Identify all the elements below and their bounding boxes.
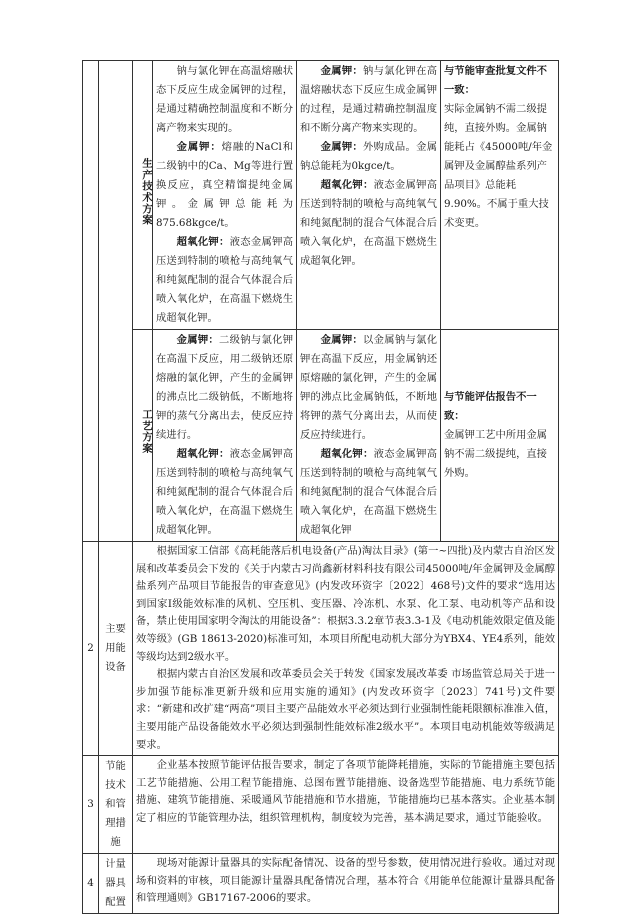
sub-label-technical: 生产技术方案 [133, 61, 153, 330]
para: 超氧化钾：液态金属钾高压送到特制的喷枪与高纯氧气和纯氮配制的混合气体混合后喷入氧化炉，在高温下燃烧生成超氧化钾。 [156, 236, 294, 324]
acceptance-table [82, 60, 559, 914]
para: 金属钾：钠与氯化钾在高温熔融状态下反应生成金属钾的过程，是通过精确控制温度和不断分离产物来实现的。 [300, 65, 438, 134]
table-row-technical [83, 61, 559, 330]
sub-label-process: 工艺方案 [133, 330, 153, 542]
row-category: 计量器具配置 [99, 854, 133, 914]
row-category: 节能技术和管理措施 [99, 756, 133, 854]
process-original-cell [153, 330, 297, 542]
para: 根据内蒙古自治区发展和改革委员会关于转发《国家发展改革委 市场监管总局关于进一步加强节能标准更新升级和应用实施的通知》(内发改环资字〔2023〕741号)文件要求：“新建和改扩建“两高”项目主要产品能效水平必须达到行业强制性能耗限额标准准入值，主要用能产品设备能效水平必须达到强制性能效标准2级水平”。本项目电动机能效等级满足要求。 [136, 668, 555, 751]
row1-index-cell [83, 61, 99, 542]
para: 超氧化钾：液态金属钾高压送到特制的喷枪与高纯氧气和纯氮配制的混合气体混合后喷入氧化炉，在高温下燃烧生成超氧化钾。 [156, 448, 294, 536]
technical-actual-cell [297, 61, 441, 330]
process-note-cell [441, 330, 559, 542]
para: 金属钾：外购成品。金属钠总能耗为0kgce/t。 [300, 141, 438, 172]
para: 金属钾：熔融的NaCl和二级钠中的Ca、Mg等进行置换反应，真空精馏提纯金属钾。金属钾总能耗为875.68kgce/t。 [156, 141, 293, 229]
row-index: 4 [83, 854, 99, 914]
row-category: 主要用能设备 [99, 542, 133, 756]
para: 钠与氯化钾在高温熔融状态下反应生成金属钾的过程，是通过精确控制温度和不断分离产物来实现的。 [156, 65, 293, 134]
technical-original-cell [153, 61, 297, 330]
measures-text-cell: 企业基本按照节能评估报告要求，制定了各项节能降耗措施，实际的节能措施主要包括工艺节能措施、公用工程节能措施、总图布置节能措施、设备选型节能措施、电力系统节能措施、建筑节能措施、采暖通风节能措施和节水措施，节能措施均已基本落实。企业基本制定了相应的节能管理办法，组织管理机构，制度较为完善，基本满足要求，通过节能验收。 [133, 756, 559, 854]
row-index: 2 [83, 542, 99, 756]
note-title: 与节能审查批复文件不一致： [444, 65, 547, 96]
process-actual-cell [297, 330, 441, 542]
para: 金属钾：以金属钠与氯化钾在高温下反应，用金属钠还原熔融的氯化钾，产生的金属钾的沸点比金属钠低，不断地将钾的蒸气分离出去，从而使反应持续进行。 [300, 334, 438, 441]
table-row-equipment [83, 542, 559, 756]
note-text: 实际金属钠不需二级提纯，直接外购。金属钠能耗占《45000吨/年金属钾及金属醇盐系列产品项目》总能耗9.90%。不属于重大技术变更。 [444, 103, 553, 229]
technical-note-cell [441, 61, 559, 330]
metering-text-cell: 现场对能源计量器具的实际配备情况、设备的型号参数，使用情况进行验收。通过对现场和资料的审核，项目能源计量器具配备情况合理，基本符合《用能单位能源计量器具配备和管理通则》GB17167-2006的要求。 [133, 854, 559, 914]
para: 金属钾：二级钠与氯化钾在高温下反应，用二级钠还原熔融的氯化钾，产生的金属钾的沸点比二级钠低，不断地将钾的蒸气分离出去，使反应持续进行。 [156, 334, 294, 441]
table-row-metering [83, 854, 559, 914]
table-row-process [83, 330, 559, 542]
row1-category-cell [99, 61, 133, 542]
row-index: 3 [83, 756, 99, 854]
table-row-measures [83, 756, 559, 854]
note-title: 与节能评估报告不一致： [444, 391, 537, 422]
para: 超氧化钾：液态金属钾高压送到特制的喷枪与高纯氧气和纯氮配制的混合气体混合后喷入氧化炉，在高温下燃烧生成超氧化钾 [300, 448, 438, 536]
para: 根据国家工信部《高耗能落后机电设备(产品)淘汰目录》(第一~四批)及内蒙古自治区发展和改革委员会下发的《关于内蒙古习尚鑫新材料科技有限公司45000吨/年金属钾及金属醇盐系列产品项目节能报告的审查意见》(内发改环资字〔2022〕468号)文件的要求“选用达到国家Ⅰ级能效标准的风机、空压机、变压器、冷冻机、水泵、化工泵、电动机等产品和设备，禁止使用国家明令淘汰的用能设备”：根据3.3.2章节表3.3-1及《电动机能效限定值及能效等级》(GB 18613-2020)标准可知，本项目所配电动机大部分为YBX4、YE4系列，能效等级均达到2级水平。 [136, 545, 555, 663]
equipment-text-cell [133, 542, 559, 756]
note-text: 金属钾工艺中所用金属钠不需二级提纯，直接外购。 [444, 429, 547, 479]
para: 超氧化钾：液态金属钾高压送到特制的喷枪与高纯氧气和纯氮配制的混合气体混合后喷入氧化炉，在高温下燃烧生成超氧化钾。 [300, 179, 438, 267]
